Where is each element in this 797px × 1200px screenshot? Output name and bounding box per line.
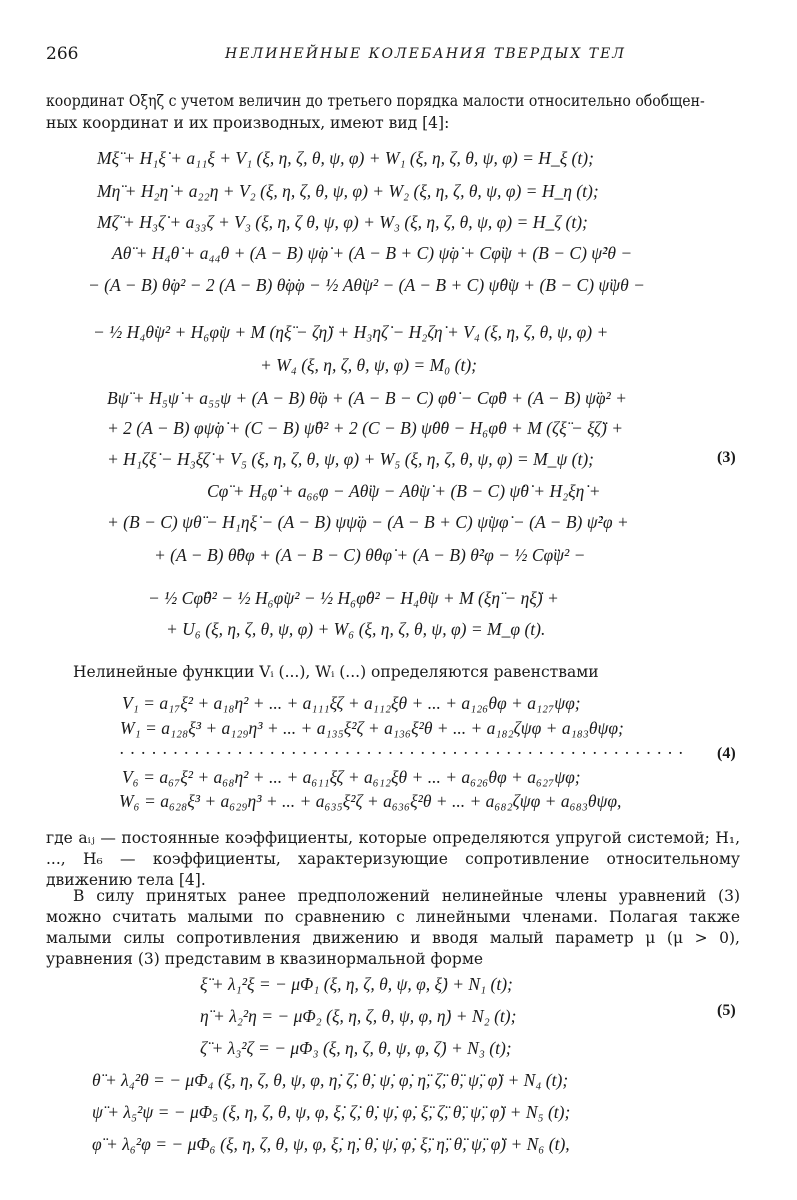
eq3-line-7: + W₄ (ξ, η, ζ, θ, ψ, φ) = M₀ (t); xyxy=(260,355,477,375)
eq3-line-2: Mη̈ + H₂η̇ + a₂₂η + V₂ (ξ, η, ζ, θ, ψ, φ) + W₂ (ξ, η, ζ, θ, ψ, φ) = H_η (t); xyxy=(97,181,599,201)
intro-line-1: координат Oξηζ с учетом величин до третьего порядка малости относительно обобщен- xyxy=(46,92,705,110)
eq5-line-3: ζ̈ + λ₃²ζ = − μΦ₃ (ξ, η, ζ, θ, ψ, φ, ζ̇) + N₃ (t); xyxy=(200,1038,512,1058)
quasinormal-form-paragraph: В силу принятых ранее предположений нелинейные члены уравнений (3) можно считать малыми по сравнению с линейными членами. Полагая также малыми силы сопротивления движению и вводя малый параметр μ (μ > 0), уравнения (3) представим в квазинормальной форме xyxy=(46,887,740,968)
equation-number-5: (5) xyxy=(717,1002,736,1019)
eq3-line-15: + U₆ (ξ, η, ζ, θ, ψ, φ) + W₆ (ξ, η, ζ, θ, ψ, φ) = M_φ (t). xyxy=(166,619,546,639)
eq4-line-3: V₆ = a₆₇ξ² + a₆₈η² + ... + a₆₁₁ξζ + a₆₁₂ξθ + ... + a₆₂₆θφ + a₆₂₇ψφ; xyxy=(122,767,581,787)
eq4-ellipsis-row: . . . . . . . . . . . . . . . . . . . . . . . . . . . . . . . . . . . . . . . . . . . . . . . . . . . . . xyxy=(120,738,685,758)
eq4-line-4: W₆ = a₆₂₈ξ³ + a₆₂₉η³ + ... + a₆₃₅ξ²ζ + a₆₃₆ξ²θ + ... + a₆₈₂ζψφ + a₆₈₃θψφ, xyxy=(119,791,622,811)
eq3-line-5: − (A − B) θ̇φ² − 2 (A − B) θ̇φ̇φ − ½ Aθ̇ψ² − (A − B + C) ψ̇θ̇ψ + (B − C) ψ̈ψθ − xyxy=(88,275,645,295)
eq3-line-14: − ½ Cφ̈θ² − ½ H₆φ̇ψ² − ½ H₆φ̇θ² − H₄θ̇ψ + M (ξη̈ − ηξ̈) + xyxy=(148,588,559,608)
eq3-line-13: + (A − B) θ̈θφ + (A − B − C) θ̇θφ̇ + (A − B) θ̇²φ − ½ Cφ̈ψ² − xyxy=(154,545,586,565)
eq5-line-5: ψ̈ + λ₅²ψ = − μΦ₅ (ξ, η, ζ, θ, ψ, φ, ξ̇, ζ̇, θ̇, ψ̇, φ̇, ξ̈, ζ̈, θ̈, ψ̈, φ̈) + N₅ (t); xyxy=(92,1102,571,1122)
nonlinear-functions-text: Нелинейные функции Vᵢ (...), Wᵢ (...) определяются равенствами xyxy=(73,663,599,681)
eq5-line-1: ξ̈ + λ₁²ξ = − μΦ₁ (ξ, η, ζ, θ, ψ, φ, ξ̇) + N₁ (t); xyxy=(200,974,513,994)
eq3-line-3: Mζ̈ + H₃ζ̇ + a₃₃ζ + V₃ (ξ, η, ζ θ, ψ, φ) + W₃ (ξ, η, ζ, θ, ψ, φ) = H_ζ (t); xyxy=(97,212,588,232)
eq5-line-6: φ̈ + λ₆²φ = − μΦ₆ (ξ, η, ζ, θ, ψ, φ, ξ̇, η̇, θ̇, ψ̇, φ̇, ξ̈, η̈, θ̈, ψ̈, φ̈) + N₆ (t), xyxy=(92,1134,570,1154)
page-number: 266 xyxy=(46,44,79,64)
equation-number-3: (3) xyxy=(717,449,736,466)
equation-number-4: (4) xyxy=(717,745,736,762)
eq3-line-1: Mξ̈ + H₁ξ̇ + a₁₁ξ + V₁ (ξ, η, ζ, θ, ψ, φ) + W₁ (ξ, η, ζ, θ, ψ, φ) = H_ξ (t); xyxy=(97,148,594,168)
eq3-line-12: + (B − C) ψθ̈ − H₁ηξ̇ − (A − B) ψψ̈φ − (A − B + C) ψ̇ψφ̇ − (A − B) ψ̇²φ + xyxy=(107,512,629,532)
eq3-line-6: − ½ H₄θ̇ψ² + H₆φ̇ψ + M (ηξ̈ − ζη̈) + H₃ηζ̇ − H₂ζη̇ + V₄ (ξ, η, ζ, θ, ψ, φ) + xyxy=(93,322,609,342)
eq3-line-11: Cφ̈ + H₆φ̇ + a₆₆φ − Aθ̈ψ − Aθ̇ψ̇ + (B − C) ψ̇θ̇ + H₂ξη̇ + xyxy=(207,481,601,501)
eq4-line-1: V₁ = a₁₇ξ² + a₁₈η² + ... + a₁₁₁ξζ + a₁₁₂ξθ + ... + a₁₂₆θφ + a₁₂₇ψφ; xyxy=(122,693,581,713)
eq3-line-4: Aθ̈ + H₄θ̇ + a₄₄θ + (A − B) ψ̇φ̇ + (A − B + C) ψ̇φ̇ + Cφ̈ψ + (B − C) ψ̇²θ − xyxy=(112,243,633,263)
running-title: НЕЛИНЕЙНЫЕ КОЛЕБАНИЯ ТВЕРДЫХ ТЕЛ xyxy=(225,46,626,62)
eq3-line-8: Bψ̈ + H₅ψ̇ + a₅₅ψ + (A − B) θ̈φ + (A − B − C) φ̇θ̇ − Cφ̈θ + (A − B) ψ̈φ² + xyxy=(107,388,627,408)
coefficients-definition-text: где aᵢⱼ — постоянные коэффициенты, которые определяются упругой системой; H₁, ..., H₆ — коэффициенты, характеризующие сопротивление относительному движению тела [4]. xyxy=(46,829,740,889)
eq5-line-2: η̈ + λ₂²η = − μΦ₂ (ξ, η, ζ, θ, ψ, φ, η̇) + N₂ (t); xyxy=(200,1006,517,1026)
eq3-line-10: + H₁ζξ̇ − H₃ξζ̇ + V₅ (ξ, η, ζ, θ, ψ, φ) + W₅ (ξ, η, ζ, θ, ψ, φ) = M_ψ (t); xyxy=(107,449,595,469)
eq3-line-9: + 2 (A − B) φψ̇φ̇ + (C − B) ψ̈θ² + 2 (C − B) ψ̇θ̇θ − H₆φ̇θ + M (ζξ̈ − ξζ̈) + xyxy=(107,418,624,438)
eq5-line-4: θ̈ + λ₄²θ = − μΦ₄ (ξ, η, ζ, θ, ψ, φ, η̇, ζ̇, θ̇, ψ̇, φ̇, η̈, ζ̈, θ̈, ψ̈, φ̈) + N₄ (t); xyxy=(92,1070,569,1090)
eq4-line-2: W₁ = a₁₂₈ξ³ + a₁₂₉η³ + ... + a₁₃₅ξ²ζ + a₁₃₆ξ²θ + ... + a₁₈₂ζψφ + a₁₈₃θψφ; xyxy=(120,718,624,738)
intro-line-2: ных координат и их производных, имеют вид [4]: xyxy=(46,114,450,132)
